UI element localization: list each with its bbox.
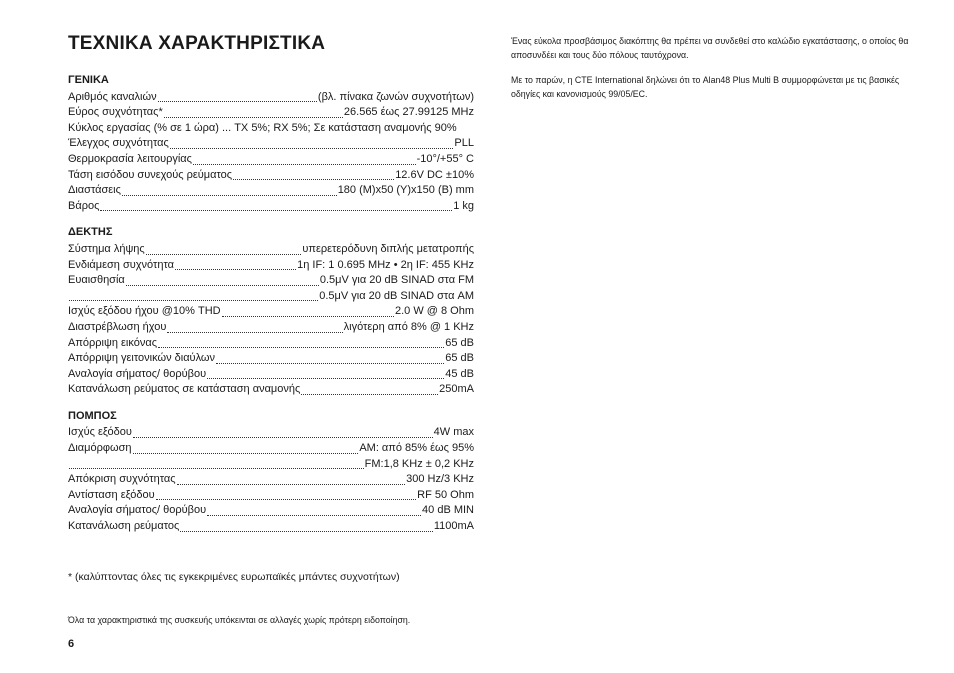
spec-value: 1100mA [433, 520, 474, 533]
spec-value: 2.0 W @ 8 Ohm [394, 305, 474, 318]
spec-row [68, 105, 474, 121]
spec-value: AM: από 85% έως 95% [359, 442, 474, 455]
page-number: 6 [68, 637, 75, 650]
spec-row [68, 136, 474, 152]
spec-row [68, 258, 474, 274]
spec-label: Εύρος συχνότητας* [68, 106, 163, 119]
spec-value: λιγότερη από 8% @ 1 KHz [343, 320, 474, 333]
spec-label: Κατανάλωση ρεύματος σε κατάσταση αναμονής [68, 383, 301, 396]
dot-leader [180, 521, 433, 532]
spec-row [68, 183, 474, 199]
dot-leader [301, 384, 438, 395]
spec-sections [68, 73, 474, 535]
spec-row [68, 367, 474, 383]
dot-leader [177, 474, 406, 485]
dot-leader [69, 458, 364, 469]
spec-row [68, 351, 474, 367]
dot-leader [193, 154, 416, 165]
spec-label: Απόρριψη γειτονικών διαύλων [68, 352, 215, 365]
dot-leader [126, 275, 319, 286]
paragraph-declaration: Με το παρών, η CTE International δηλώνει ότι το Alan48 Plus Multi B συμμορφώνεται με τις βασικές οδηγίες και κανονισμούς 99/05/EC. [511, 75, 900, 99]
left-column [68, 33, 474, 650]
dot-leader [207, 368, 444, 379]
spec-label: Κατανάλωση ρεύματος [68, 520, 180, 533]
spec-value: 0.5μV για 20 dB SINAD στα AM [319, 289, 474, 302]
spec-value: 250mA [439, 383, 474, 396]
spec-value: 26.565 έως 27.99125 MHz [343, 106, 474, 119]
spec-value: PLL [454, 137, 474, 150]
spec-label: Διαμόρφωση [68, 442, 132, 455]
spec-value: 1 kg [453, 199, 474, 212]
spec-value: (βλ. πίνακα ζωνών συχνοτήτων) [317, 90, 474, 103]
dot-leader [170, 138, 454, 149]
dot-leader [146, 244, 302, 255]
spec-label: Κύκλος εργασίας (% σε 1 ώρα) ... TX 5%; RX 5%; Σε κατάσταση αναμονής 90% [68, 121, 457, 134]
footnote: * (καλύπτοντας όλες τις εγκεκριμένες ευρωπαϊκές μπάντες συχνοτήτων) [68, 570, 400, 583]
spec-row [68, 90, 474, 106]
spec-row [68, 289, 474, 305]
right-column [511, 35, 921, 113]
spec-label: Αναλογία σήματος/ θορύβου [68, 367, 207, 380]
spec-section [68, 225, 474, 398]
spec-value: -10°/+55° C [416, 152, 474, 165]
spec-label: Αντίσταση εξόδου [68, 488, 155, 501]
dot-leader [233, 169, 394, 180]
spec-row [68, 199, 474, 215]
dot-leader [167, 322, 342, 333]
spec-row [68, 382, 474, 398]
spec-row [68, 242, 474, 258]
spec-value: 180 (M)x50 (Y)x150 (B) mm [337, 184, 474, 197]
spec-section [68, 409, 474, 535]
spec-label: Διαστρέβλωση ήχου [68, 320, 167, 333]
spec-value: 45 dB [445, 367, 474, 380]
paragraph-disconnect-switch: Ένας εύκολα προσβάσιμος διακόπτης θα πρέπει να συνδεθεί στο καλώδιο εγκατάστασης, ο οποίος θα αποσυνδέει και τους δύο πόλους ταυτόχρονα. [511, 36, 909, 60]
spec-row [68, 304, 474, 320]
spec-row [68, 425, 474, 441]
spec-label: Απόρριψη εικόνας [68, 336, 158, 349]
spec-row [68, 121, 474, 137]
spec-row [68, 519, 474, 535]
dot-leader [216, 353, 444, 364]
spec-label: Ισχύς εξόδου [68, 426, 132, 439]
section-title: ΠΟΜΠΟΣ [68, 409, 117, 422]
spec-label: Ισχύς εξόδου ήχου @10% THD [68, 305, 221, 318]
spec-row [68, 441, 474, 457]
spec-row [68, 503, 474, 519]
section-title: ΓΕΝΙΚΑ [68, 74, 109, 86]
dot-leader [69, 290, 318, 301]
dot-leader [133, 443, 359, 454]
spec-label: Διαστάσεις [68, 184, 121, 197]
dot-leader [164, 107, 343, 118]
dot-leader [100, 200, 452, 211]
spec-label: Αριθμός καναλιών [68, 90, 157, 103]
spec-row [68, 472, 474, 488]
spec-label: Απόκριση συχνότητας [68, 473, 176, 486]
dot-leader [175, 259, 296, 270]
spec-row [68, 320, 474, 336]
spec-label: Βάρος [68, 199, 100, 212]
spec-label: Αναλογία σήματος/ θορύβου [68, 504, 207, 517]
spec-label: Σύστημα λήψης [68, 242, 145, 255]
dot-leader [158, 91, 317, 102]
spec-value: 65 dB [445, 352, 474, 365]
spec-value: 40 dB MIN [422, 504, 474, 517]
spec-label: Έλεγχος συχνότητας [68, 137, 169, 150]
spec-label: Τάση εισόδου συνεχούς ρεύματος [68, 168, 233, 181]
spec-value: RF 50 Ohm [417, 488, 474, 501]
spec-section [68, 73, 474, 214]
spec-label: Θερμοκρασία λειτουργίας [68, 152, 192, 165]
spec-value: 12.6V DC ±10% [395, 168, 474, 181]
spec-value: 1η IF: 1 0.695 MHz • 2η IF: 455 KHz [297, 258, 474, 271]
spec-label: Ενδιάμεση συχνότητα [68, 258, 175, 271]
spec-row [68, 273, 474, 289]
spec-value: 4W max [433, 426, 474, 439]
spec-row [68, 168, 474, 184]
dot-leader [156, 489, 417, 500]
spec-row [68, 336, 474, 352]
spec-value: 0.5μV για 20 dB SINAD στα FM [319, 274, 474, 287]
section-title: ΔΕΚΤΗΣ [68, 226, 113, 239]
page-title: ΤΕΧΝΙΚΑ ΧΑΡΑΚΤΗΡΙΣΤΙΚΑ [68, 33, 326, 54]
spec-row [68, 152, 474, 168]
spec-row [68, 457, 474, 473]
dot-leader [122, 185, 337, 196]
spec-row [68, 488, 474, 504]
spec-label: Ευαισθησία [68, 274, 125, 287]
dot-leader [133, 427, 433, 438]
dot-leader [222, 306, 394, 317]
disclaimer: Όλα τα χαρακτηριστικά της συσκευής υπόκεινται σε αλλαγές χωρίς πρότερη ειδοποίηση. [68, 614, 411, 625]
spec-value: 65 dB [445, 336, 474, 349]
dot-leader [158, 337, 444, 348]
spec-value: 300 Hz/3 KHz [406, 473, 474, 486]
spec-value: υπερετερόδυνη διπλής μετατροπής [302, 242, 474, 255]
spec-value: FM:1,8 KHz ± 0,2 KHz [364, 457, 474, 470]
dot-leader [207, 505, 421, 516]
